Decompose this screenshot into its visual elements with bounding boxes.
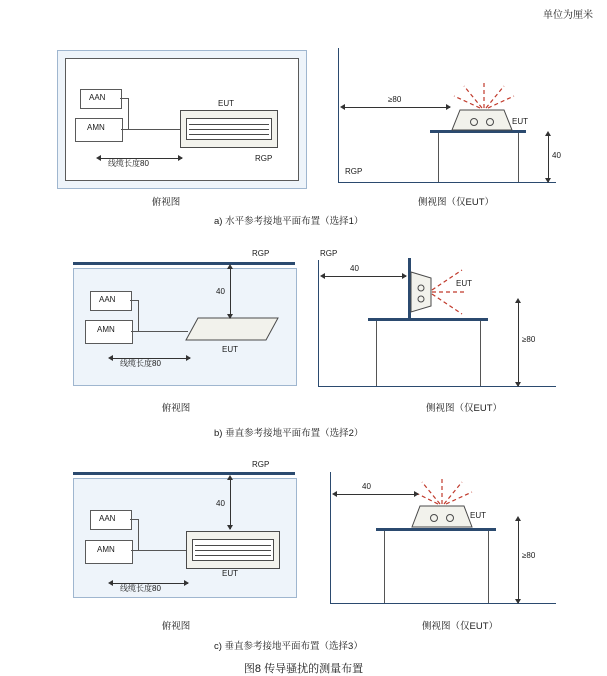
section-c-aan-label: AAN bbox=[99, 514, 116, 523]
section-b-caption: b) 垂直参考接地平面布置（选择2） bbox=[214, 428, 364, 439]
section-b-amn-label: AMN bbox=[97, 325, 115, 334]
section-a-aan-label: AAN bbox=[89, 93, 106, 102]
section-c-dim-right-top-label: 40 bbox=[362, 482, 371, 491]
section-a-dim-horizontal-label: ≥80 bbox=[388, 95, 402, 104]
section-a-sideview-caption: 侧视图（仅EUT） bbox=[417, 197, 495, 208]
section-b-dim-right-top-label: 40 bbox=[350, 264, 359, 273]
section-b-eut-shape bbox=[186, 318, 278, 344]
section-c-caption: c) 垂直参考接地平面布置（选择3） bbox=[214, 641, 363, 652]
section-b-cable-length-label: 线缆长度80 bbox=[120, 359, 161, 368]
section-c-dim-right-bottom-label: ≥80 bbox=[522, 551, 536, 560]
section-b-rgp-right-label: RGP bbox=[320, 249, 338, 258]
section-a-eut-shape bbox=[452, 110, 512, 132]
section-b-eut-label: EUT bbox=[222, 345, 238, 354]
section-b-aan-label: AAN bbox=[99, 295, 116, 304]
section-b-eut-right-label: EUT bbox=[456, 279, 472, 288]
section-a-topview-caption: 俯视图 bbox=[151, 197, 181, 208]
section-b-rgp-left-label: RGP bbox=[252, 249, 270, 258]
section-b-dim-right-bottom-label: ≥80 bbox=[522, 335, 536, 344]
unit-note: 单位为厘米 bbox=[543, 10, 593, 21]
section-a-rgp-right-label: RGP bbox=[345, 167, 363, 176]
section-a-caption: a) 水平参考接地平面布置（选择1） bbox=[214, 216, 364, 227]
section-b-emission-rays bbox=[432, 264, 490, 320]
section-a-dim-vertical-label: 40 bbox=[552, 151, 561, 160]
section-b-rgp-bar bbox=[73, 262, 295, 265]
section-c-eut-label: EUT bbox=[222, 569, 238, 578]
section-c-amn-label: AMN bbox=[97, 545, 115, 554]
section-c-rgp-bar bbox=[73, 472, 295, 475]
section-c-eut-rows bbox=[192, 539, 274, 561]
section-a-amn-label: AMN bbox=[87, 123, 105, 132]
section-c-dim-top-label: 40 bbox=[216, 499, 225, 508]
section-c-eut-shape bbox=[412, 506, 472, 529]
section-c-cable-length-label: 线缆长度80 bbox=[120, 584, 161, 593]
section-a-eut-right-label: EUT bbox=[512, 117, 528, 126]
section-c-topview-caption: 俯视图 bbox=[161, 621, 191, 632]
section-b-sideview-caption: 侧视图（仅EUT） bbox=[425, 403, 503, 414]
section-a-emission-rays bbox=[452, 78, 516, 110]
section-b-dim-top-label: 40 bbox=[216, 287, 225, 296]
section-a-eut-rows bbox=[186, 118, 272, 140]
section-a-cable-length-label: 线缆长度80 bbox=[108, 159, 149, 168]
section-b-topview-caption: 俯视图 bbox=[161, 403, 191, 414]
section-c-sideview-caption: 侧视图（仅EUT） bbox=[421, 621, 499, 632]
section-c-emission-rays bbox=[412, 476, 474, 506]
section-a-eut-label: EUT bbox=[218, 99, 234, 108]
section-a-rgp-left-label: RGP bbox=[255, 154, 273, 163]
section-c-eut-right-label: EUT bbox=[470, 511, 486, 520]
section-c-rgp-left-label: RGP bbox=[252, 460, 270, 469]
figure-caption: 图8 传导骚扰的测量布置 bbox=[243, 663, 364, 675]
